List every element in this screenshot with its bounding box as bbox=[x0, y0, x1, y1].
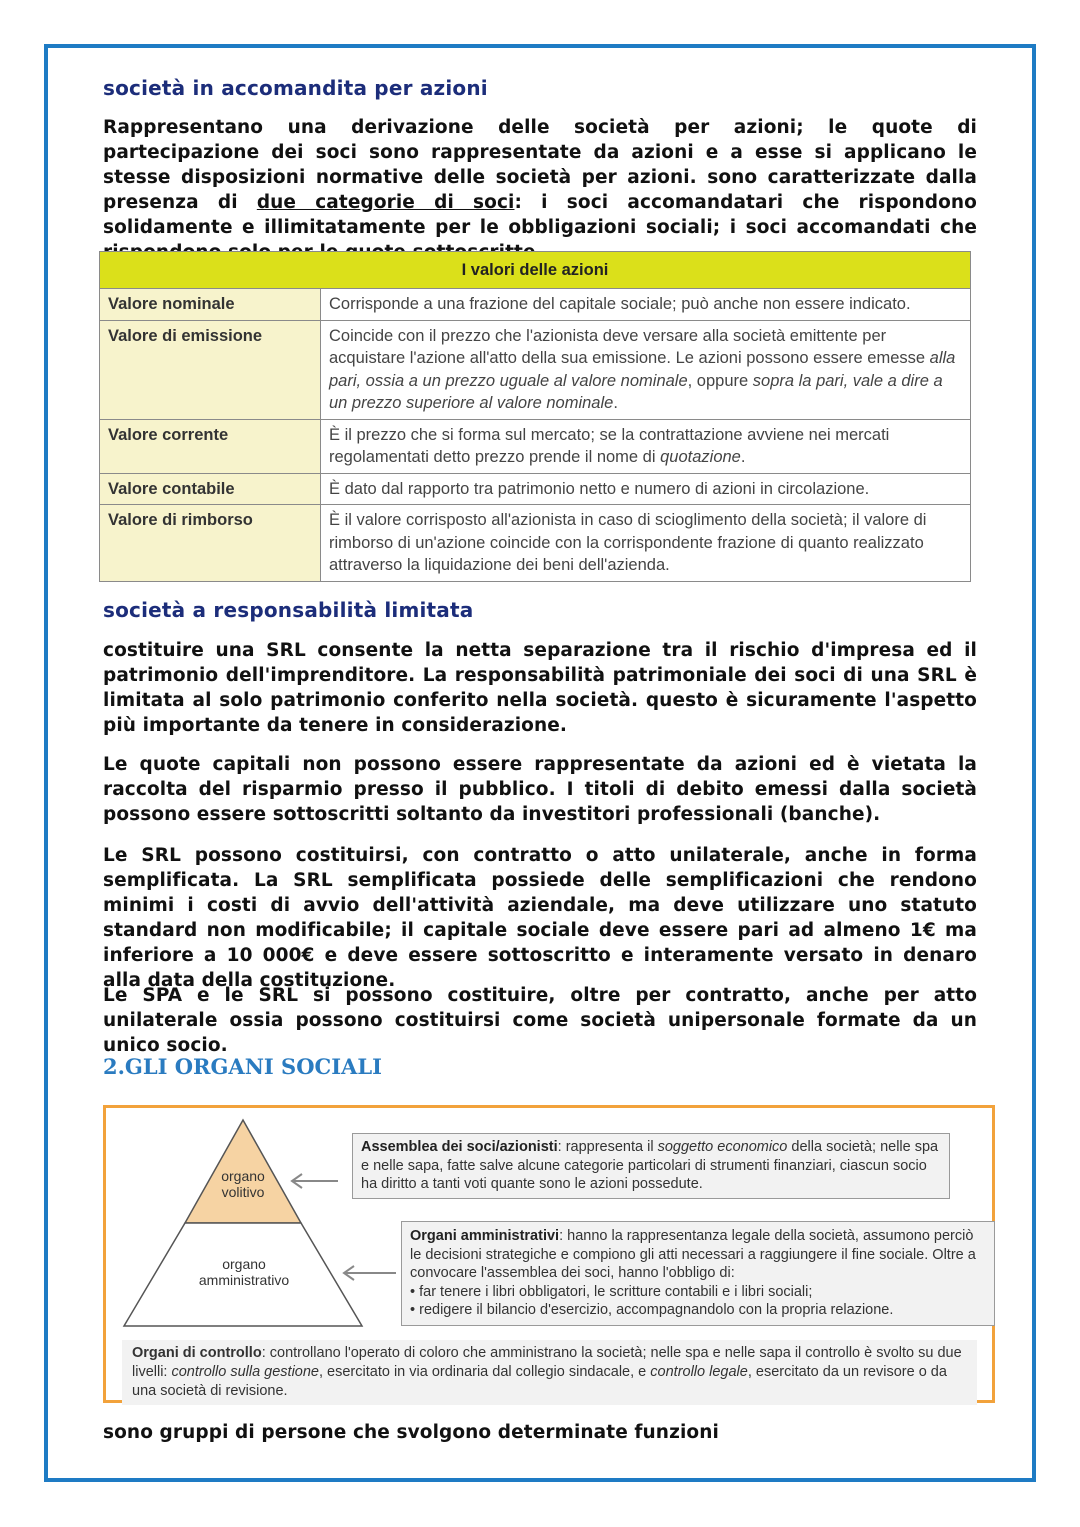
row-desc: Corrisponde a una frazione del capitale sociale; può anche non essere indicato. bbox=[321, 289, 971, 321]
azioni-values-table bbox=[99, 251, 971, 582]
row-desc: È il prezzo che si forma sul mercato; se la contrattazione avviene nei mercati regolamentati detto prezzo prende il nome di quotazione. bbox=[321, 419, 971, 473]
srl-paragraph-1: costituire una SRL consente la netta separazione tra il rischio d'impresa ed il patrimonio dell'imprenditore. La responsabilità patrimoniale dei soci di una SRL è limitata al solo patrimonio conferito nella società. questo è sicuramente l'aspetto più importante da tenere in considerazione. bbox=[103, 640, 977, 736]
sapa-paragraph bbox=[103, 115, 977, 265]
amministrativi-title: Organi amministrativi bbox=[410, 1228, 560, 1244]
row-label: Valore corrente bbox=[100, 419, 321, 473]
controllo-title: Organi di controllo bbox=[132, 1345, 262, 1361]
sapa-text-1: Rappresentano una derivazione delle società per azioni; le quote di partecipazione dei soci sono rappresentate da azioni e a esse si applicano le stesse disposizioni normative delle società per azioni. sono caratterizzate dalla presenza di bbox=[103, 117, 977, 213]
table-row bbox=[100, 419, 971, 473]
row-desc: È il valore corrisposto all'azionista in caso di scioglimento della società; il valore di rimborso di un'azione coincide con la corrispondente frazione di quanto realizzato attraverso la liquidazione dei beni dell'azienda. bbox=[321, 505, 971, 582]
table-row bbox=[100, 320, 971, 419]
organi-heading: 2.GLI ORGANI SOCIALI bbox=[103, 1054, 382, 1079]
sapa-underlined-text: due categorie di soci bbox=[256, 192, 515, 213]
amministrativi-box: Organi amministrativi: hanno la rappresentanza legale della società, assumono perciò le decisioni strategiche e compiono gli atti necessari a raggiungere il fine sociale. Oltre a convocare l'assemblea dei soci, hanno l'obbligo di: • far tenere i libri obbligatori, le scritture contabili e i libri sociali; • redigere il bilancio d'esercizio, accompagnandolo con la propria relazione. bbox=[401, 1221, 995, 1326]
srl-title: società a responsabilità limitata bbox=[103, 598, 474, 622]
srl-paragraph-3: Le SRL possono costituirsi, con contratto o atto unilaterale, anche in forma semplificata. La SRL semplificata possiede delle semplificazioni che rendono minimi i costi di avvio dell'attività aziendale, ma deve utilizzare uno statuto standard non modificabile; il capitale sociale deve essere pari ad almeno 1€ ma inferiore a 10 000€ e deve essere sottoscritto e interamente versato in denaro alla data della costituzione. bbox=[103, 845, 977, 991]
controllo-box: Organi di controllo: controllano l'operato di coloro che amministrano la società; nelle spa e nelle sapa il controllo è svolto su due livelli: controllo sulla gestione, esercitato in via ordinaria dal collegio sindacale, e controllo legale, esercitato da un revisore o da una società di revisione. bbox=[122, 1340, 977, 1405]
row-label: Valore contabile bbox=[100, 473, 321, 505]
list-item: • redigere il bilancio d'esercizio, accompagnandolo con la propria relazione. bbox=[410, 1302, 894, 1318]
row-label: Valore di emissione bbox=[100, 320, 321, 419]
organi-diagram bbox=[103, 1105, 995, 1403]
label-organo-amministrativo: organo amministrativo bbox=[198, 1256, 290, 1288]
row-label: Valore nominale bbox=[100, 289, 321, 321]
sapa-title: società in accomandita per azioni bbox=[103, 76, 488, 100]
table-header: I valori delle azioni bbox=[100, 252, 971, 289]
sapa-text-2: : i soci accomandatari che rispondono solidamente e illimitatamente per le obbligazioni sociali; i soci accomandati che bbox=[103, 192, 977, 238]
footer-text: sono gruppi di persone che svolgono determinate funzioni bbox=[103, 1422, 719, 1443]
label-organo-volitivo: organo volitivo bbox=[221, 1168, 265, 1200]
srl-paragraph-2: Le quote capitali non possono essere rappresentate da azioni ed è vietata la raccolta del risparmio presso il pubblico. I titoli di debito emessi dalla società possono essere sottoscritti soltanto da investitori professionali (banche). bbox=[103, 754, 977, 825]
assemblea-box: Assemblea dei soci/azionisti: rappresenta il soggetto economico della società; nelle spa e nelle sapa, fatte salve alcune categorie particolari di strumenti finanziari, ciascun socio ha diritto a tanti voti quante sono le azioni possedute. bbox=[352, 1133, 950, 1199]
table-row bbox=[100, 289, 971, 321]
row-label: Valore di rimborso bbox=[100, 505, 321, 582]
table-row bbox=[100, 505, 971, 582]
row-desc: Coincide con il prezzo che l'azionista deve versare alla società emittente per acquistare l'azione all'atto della sua emissione. Le azioni possono essere emesse alla pari, ossia a un prezzo uguale al valore nominale, oppure sopra la pari, vale a dire a un prezzo superiore al valore nominale. bbox=[321, 320, 971, 419]
assemblea-title: Assemblea dei soci/azionisti bbox=[361, 1139, 558, 1155]
table-row bbox=[100, 473, 971, 505]
table-header-row bbox=[100, 252, 971, 289]
srl-paragraph-4: Le SPA e le SRL si possono costituire, oltre per contratto, anche per atto unilaterale ossia possono costituirsi come società unipersonale formate da un unico socio. bbox=[103, 985, 977, 1056]
list-item: • far tenere i libri obbligatori, le scritture contabili e i libri sociali; bbox=[410, 1283, 813, 1300]
row-desc: È dato dal rapporto tra patrimonio netto e numero di azioni in circolazione. bbox=[321, 473, 971, 505]
